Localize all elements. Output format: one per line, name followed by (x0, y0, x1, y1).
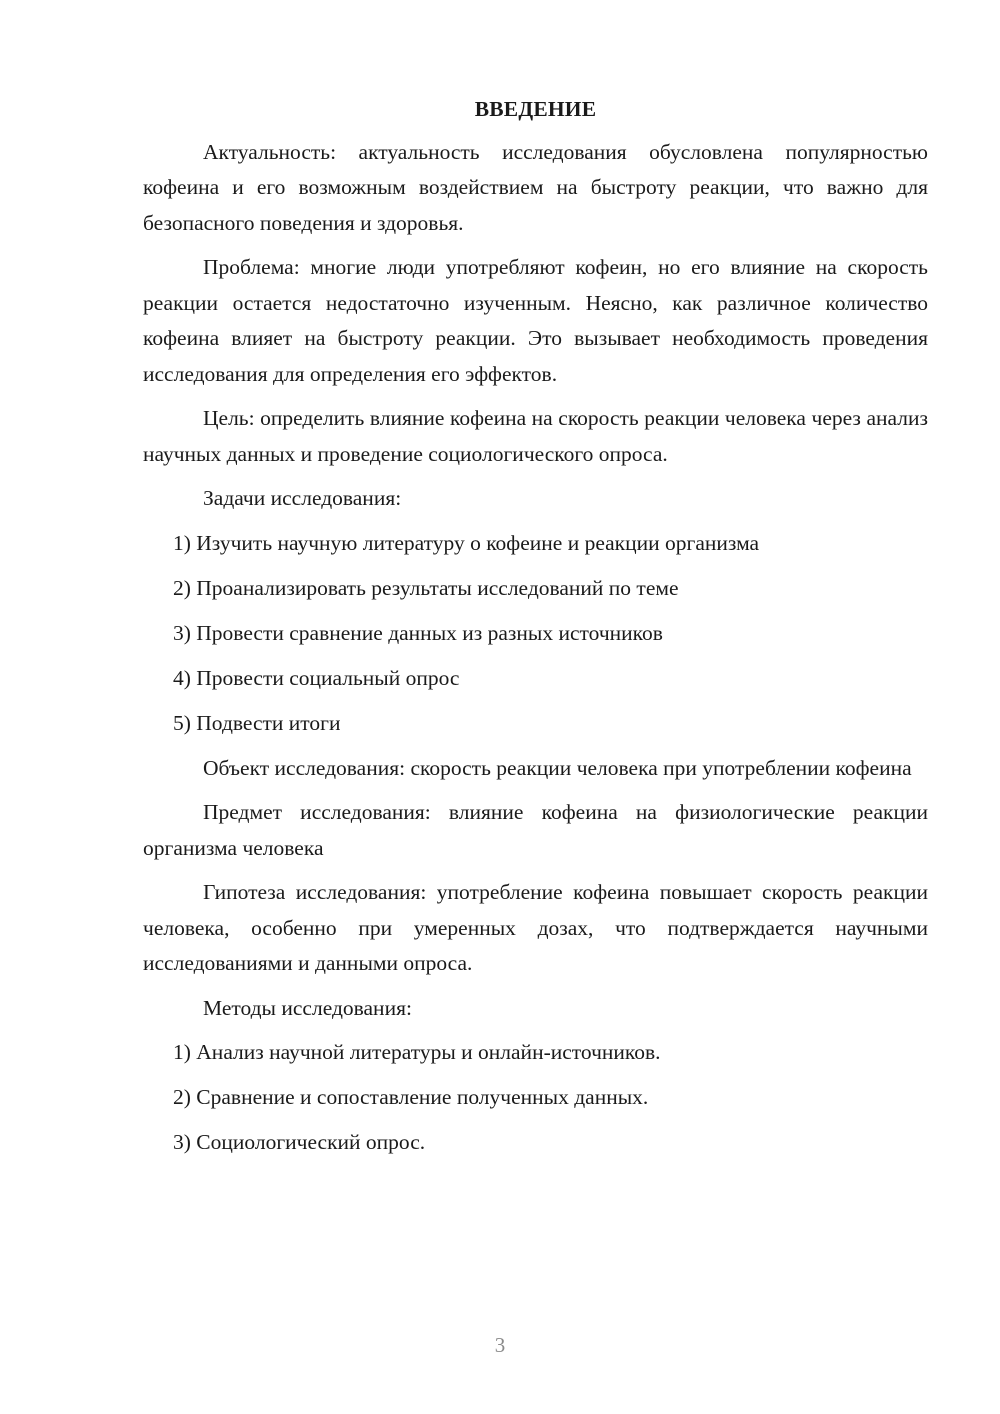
method-item-2: 2) Сравнение и сопоставление полученных данных. (173, 1085, 649, 1109)
relevance-paragraph: Актуальность: актуальность исследования обусловлена популярностью кофеина и его возможным воздействием на быстроту реакции, что важно для безопасного поведения и здоровья. (143, 139, 928, 235)
tasks-heading: Задачи исследования: (203, 486, 402, 510)
task-item-3: 3) Провести сравнение данных из разных источников (173, 620, 663, 645)
document-body (143, 92, 928, 1170)
object-paragraph: Объект исследования: скорость реакции человека при употреблении кофеина (203, 755, 912, 780)
page-number: 3 (494, 1333, 506, 1357)
problem-paragraph: Проблема: многие люди употребляют кофеин, но его влияние на скорость реакции остается недостаточно изученным. Неясно, как различное количество кофеина влияет на быстроту реакции. Это вызывает необходимость проведения исследования для определения его эффектов. (143, 255, 928, 386)
task-item-1: 1) Изучить научную литературу о кофеине и реакции организма (173, 530, 760, 555)
page-title: ВВЕДЕНИЕ (474, 97, 597, 121)
task-item-2: 2) Проанализировать результаты исследований по теме (173, 575, 679, 600)
subject-paragraph: Предмет исследования: влияние кофеина на физиологические реакции организма человека (143, 800, 928, 860)
goal-paragraph: Цель: определить влияние кофеина на скорость реакции человека через анализ научных данных и проведение социологического опроса. (143, 406, 928, 466)
task-item-5: 5) Подвести итоги (173, 710, 341, 735)
method-item-1: 1) Анализ научной литературы и онлайн-источников. (173, 1040, 661, 1064)
method-item-3: 3) Социологический опрос. (173, 1130, 426, 1154)
task-item-4: 4) Провести социальный опрос (173, 665, 460, 690)
methods-heading: Методы исследования: (203, 995, 412, 1020)
hypothesis-paragraph: Гипотеза исследования: употребление кофеина повышает скорость реакции человека, особенно при умеренных дозах, что подтверждается научными исследованиями и данными опроса. (143, 880, 928, 975)
